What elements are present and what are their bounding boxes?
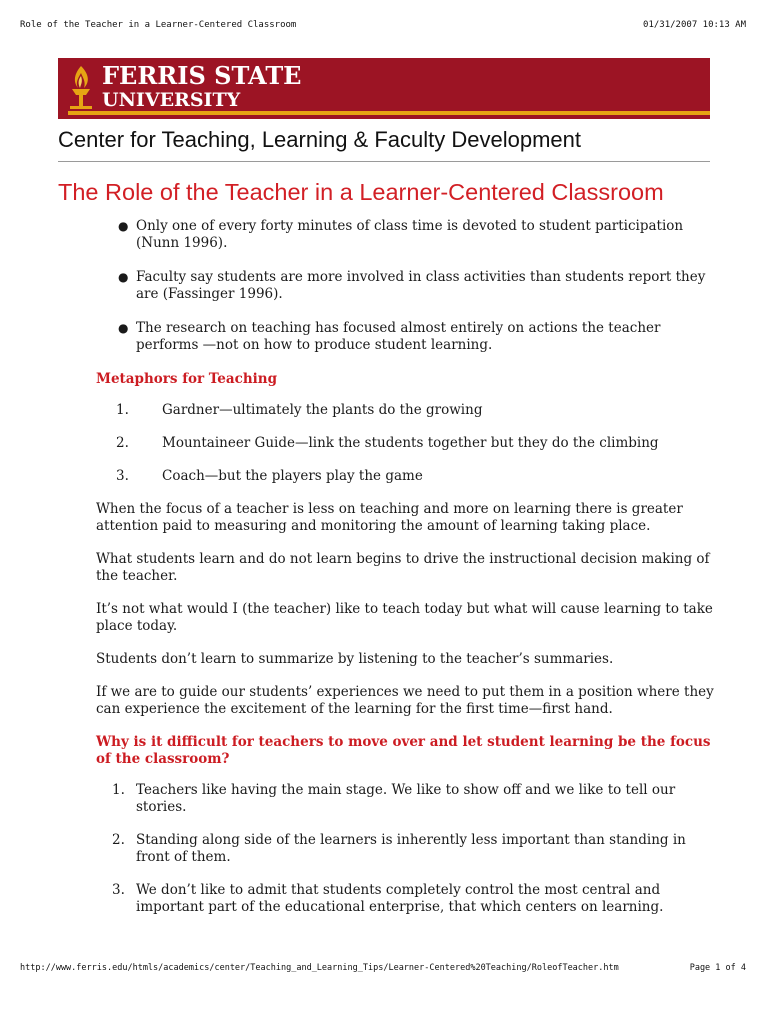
- list-item: [96, 468, 716, 485]
- bullet-text: The research on teaching has focused almost entirely on actions the teacher performs —not on how to produce student learning.: [136, 320, 661, 353]
- print-datetime: 01/31/2007 10:13 AM: [643, 20, 746, 30]
- bullet-text: Only one of every forty minutes of class time is devoted to student participation (Nunn 1996).: [136, 218, 684, 251]
- item-number: 2.: [116, 435, 129, 451]
- banner-gold-rule: [68, 111, 710, 115]
- university-banner[interactable]: [58, 58, 710, 119]
- question-heading: Why is it difficult for teachers to move over and let student learning be the focus of the classroom?: [96, 734, 711, 767]
- paragraph: What students learn and do not learn begins to drive the instructional decision making of the teacher.: [96, 551, 710, 584]
- print-header: [20, 20, 746, 30]
- item-number: 1.: [116, 402, 129, 418]
- paragraph: Students don’t learn to summarize by listening to the teacher’s summaries.: [96, 651, 614, 667]
- list-item: [96, 782, 716, 816]
- wordmark-line1: FERRIS STATE: [102, 61, 302, 90]
- footer-url: http://www.ferris.edu/htmls/academics/center/Teaching_and_Learning_Tips/Learner-Centered%20Teaching/RoleofTeacher.htm: [20, 963, 619, 973]
- item-number: 1.: [112, 782, 125, 798]
- item-text: Coach—but the players play the game: [162, 468, 423, 484]
- wordmark-line2: UNIVERSITY: [102, 89, 241, 111]
- print-footer: [20, 963, 746, 973]
- bullet-text: Faculty say students are more involved in class activities than students report they are (Fassinger 1996).: [136, 269, 706, 302]
- bullet-icon: ●: [118, 321, 129, 335]
- paragraph: It’s not what would I (the teacher) like to teach today but what will cause learning to take place today.: [96, 601, 713, 634]
- reasons-list: [96, 782, 716, 916]
- facts-list: [96, 218, 716, 354]
- list-item: [96, 218, 716, 252]
- list-item: [96, 882, 716, 916]
- item-number: 3.: [112, 882, 125, 898]
- item-text: Standing along side of the learners is inherently less important than standing in front of them.: [136, 832, 686, 865]
- list-item: [96, 320, 716, 354]
- item-text: Teachers like having the main stage. We like to show off and we like to tell our stories.: [136, 782, 676, 815]
- item-number: 3.: [116, 468, 129, 484]
- print-doc-title: Role of the Teacher in a Learner-Centered Classroom: [20, 20, 297, 30]
- bullet-icon: ●: [118, 270, 129, 284]
- item-text: Gardner—ultimately the plants do the growing: [162, 402, 483, 418]
- university-wordmark: [102, 63, 301, 113]
- item-text: Mountaineer Guide—link the students together but they do the climbing: [162, 435, 659, 451]
- list-item: [96, 402, 716, 419]
- list-item: [96, 269, 716, 303]
- item-number: 2.: [112, 832, 125, 848]
- list-item: [96, 832, 716, 866]
- title-divider: [58, 161, 710, 162]
- page-title: The Role of the Teacher in a Learner-Centered Classroom: [58, 179, 664, 205]
- paragraph: When the focus of a teacher is less on teaching and more on learning there is greater attention paid to measuring and monitoring the amount of learning taking place.: [96, 501, 683, 534]
- article-body: [96, 218, 716, 932]
- torch-logo-icon: [64, 62, 98, 112]
- center-title: Center for Teaching, Learning & Faculty Development: [58, 127, 581, 152]
- list-item: [96, 435, 716, 452]
- bullet-icon: ●: [118, 219, 129, 233]
- metaphors-list: [96, 402, 716, 485]
- metaphors-heading: Metaphors for Teaching: [96, 371, 278, 387]
- item-text: We don’t like to admit that students completely control the most central and important part of the educational enterprise, that which centers on learning.: [136, 882, 664, 915]
- paragraph: If we are to guide our students’ experiences we need to put them in a position where they can experience the excitement of the learning for the first time—first hand.: [96, 684, 714, 717]
- footer-page-number: Page 1 of 4: [689, 963, 746, 973]
